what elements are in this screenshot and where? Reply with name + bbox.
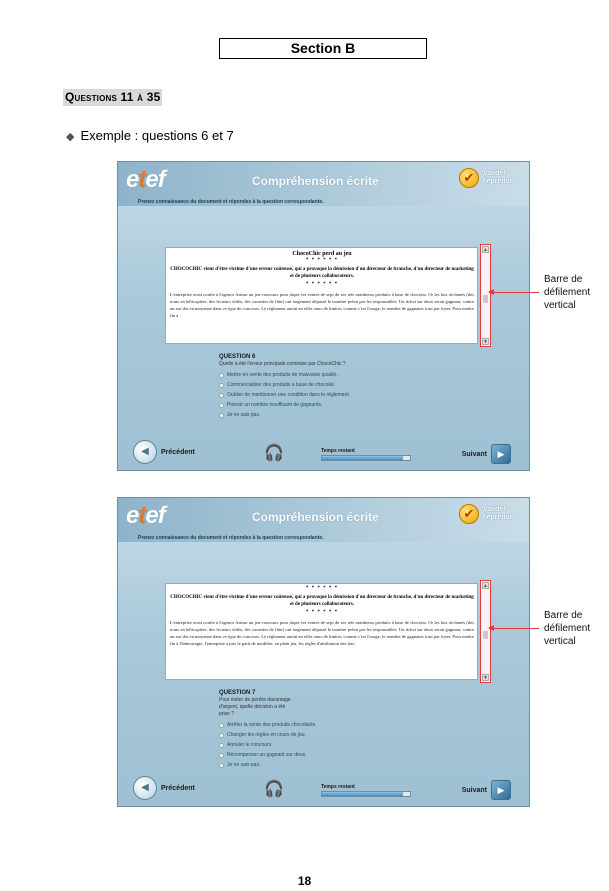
callout-arrow <box>489 292 539 293</box>
example-label: Exemple : questions 6 et 7 <box>80 128 234 143</box>
answer-option[interactable] <box>219 720 419 730</box>
next-label: Suivant <box>461 786 487 794</box>
scroll-down-icon[interactable]: ▼ <box>483 339 488 345</box>
answer-option[interactable] <box>219 750 419 760</box>
instruction-text: Prenez connaissance du document et répondez à la question correspondante. <box>138 535 324 541</box>
section-title: Section B <box>219 38 427 59</box>
answer-option[interactable] <box>219 740 419 750</box>
app-title: Compréhension écrite <box>252 510 379 524</box>
timer-label: Temps restant <box>321 448 355 454</box>
radio-icon[interactable] <box>219 373 224 378</box>
previous-button[interactable] <box>133 440 195 464</box>
next-arrow-icon: ▶ <box>491 444 511 464</box>
previous-label: Précédent <box>161 448 195 456</box>
document-panel <box>165 247 478 344</box>
time-remaining <box>321 784 411 797</box>
answer-option-label: Récompenser un gagnant sur deux. <box>227 752 307 758</box>
question-block <box>219 353 419 420</box>
radio-icon[interactable] <box>219 723 224 728</box>
document-lead: CHOCOCHIC vient d'être victime d'une erreur coûteuse, qui a provoqué la démission d'un directeur de branche, d'un directeur de marketing et de plusieurs collaborateurs. <box>170 267 474 279</box>
headset-icon: 🎧 <box>264 781 284 798</box>
answer-option-label: Oublier de mentionner une condition dans le règlement. <box>227 392 351 398</box>
example-line <box>66 127 234 146</box>
callout-label: Barre de défilement vertical <box>544 610 591 647</box>
instruction-text: Prenez connaissance du document et répondez à la question correspondante. <box>138 199 324 205</box>
stars-divider: * * * * * * <box>305 258 339 263</box>
diamond-bullet-icon: ◆ <box>66 131 75 143</box>
document-panel <box>165 583 478 680</box>
app-footer <box>118 430 529 470</box>
checkmark-icon: ✔ <box>459 168 479 188</box>
stars-divider: * * * * * * <box>305 282 339 287</box>
question-title: QUESTION 7 <box>219 690 256 696</box>
answer-option-label: Je ne sais pas. <box>227 762 261 768</box>
answer-options <box>219 370 419 420</box>
radio-icon[interactable] <box>219 743 224 748</box>
radio-icon[interactable] <box>219 733 224 738</box>
left-arrow-icon: ◀ <box>133 776 157 800</box>
timer-fill <box>322 792 403 796</box>
screenshot-question-6 <box>117 161 530 471</box>
previous-button[interactable] <box>133 776 195 800</box>
validate-label: Valider l'épreuve <box>483 506 514 521</box>
scroll-up-icon[interactable]: ▲ <box>483 583 488 589</box>
timer-fill <box>322 456 403 460</box>
scroll-down-icon[interactable]: ▼ <box>483 675 488 681</box>
timer-label: Temps restant <box>321 784 355 790</box>
page-number: 18 <box>297 874 312 888</box>
stars-divider: * * * * * * <box>305 586 339 591</box>
validate-exam-button[interactable] <box>459 504 519 524</box>
document-body: L'entreprise avait confié à l'agence Armor un jeu-concours pour doper les ventes de sept de ses très nombreux produits à base de chocolat. Or les lots réclamés (des tours en hélicoptère, des lecteurs vidéo, des cassettes de film) ont largement dépassé le nombre prévu par les responsables. Un ticket sur deux serait gagnant, contre un sur dix en moyenne dans ce type de concours. Le règlement aurait en effet omis de limiter, comme c'est l'usage, le nombre de gagnants à un par foyer. Pour mettre fin à l'hémorragie, l'entreprise a pris le parti de modifier, en plein jeu, les règles d'attribution des lots. <box>170 620 474 646</box>
questions-range-heading: Questions 11 à 35 <box>65 90 161 104</box>
screenshot-question-7 <box>117 497 530 807</box>
document-title: ChocoChic perd au jeu <box>292 251 352 257</box>
next-button[interactable] <box>462 780 511 800</box>
answer-option-label: Prévoir un nombre insuffisant de gagnants. <box>227 402 323 408</box>
app-footer <box>118 766 529 806</box>
next-label: Suivant <box>461 450 487 458</box>
headset-icon: 🎧 <box>264 445 284 462</box>
timer-bar <box>321 791 411 797</box>
scroll-thumb[interactable] <box>483 295 488 303</box>
answer-option-label: Mettre en vente des produits de mauvaise qualité. <box>227 372 338 378</box>
answer-option[interactable] <box>219 730 419 740</box>
question-text: Pour éviter de perdre davantage d'argent, quelle décision a été prise ? <box>219 697 291 717</box>
answer-option[interactable] <box>219 380 419 390</box>
callout-label: Barre de défilement vertical <box>544 274 591 311</box>
document-body: L'entreprise avait confié à l'agence Armor un jeu-concours pour doper les ventes de sept de ses très nombreux produits à base de chocolat. Or les lots réclamés (des tours en hélicoptère, des lecteurs vidéo, des cassettes de film) ont largement dépassé le nombre prévu par les responsables. Un ticket sur deux serait gagnant, contre un sur dix en moyenne dans ce type de concours. Le règlement aurait en effet omis de limiter, comme c'est l'usage, le nombre de gagnants à un par foyer. Pour mettre fin à <box>170 292 474 318</box>
next-button[interactable] <box>462 444 511 464</box>
checkmark-icon: ✔ <box>459 504 479 524</box>
time-remaining <box>321 448 411 461</box>
left-arrow-icon: ◀ <box>133 440 157 464</box>
radio-icon[interactable] <box>219 413 224 418</box>
answer-option-label: Arrêter la vente des produits chocolatés. <box>227 722 317 728</box>
validate-label: Valider l'épreuve <box>483 170 514 185</box>
answer-option[interactable] <box>219 410 419 420</box>
answer-option-label: Changer les règles en cours de jeu. <box>227 732 306 738</box>
stars-divider: * * * * * * <box>305 610 339 615</box>
question-title: QUESTION 6 <box>219 354 256 360</box>
timer-bar <box>321 455 411 461</box>
app-title: Compréhension écrite <box>252 174 379 188</box>
scroll-thumb[interactable] <box>483 631 488 639</box>
answer-option-label: Annuler le concours. <box>227 742 273 748</box>
radio-icon[interactable] <box>219 403 224 408</box>
radio-icon[interactable] <box>219 393 224 398</box>
answer-option[interactable] <box>219 370 419 380</box>
next-arrow-icon: ▶ <box>491 780 511 800</box>
validate-exam-button[interactable] <box>459 168 519 188</box>
etef-logo: etef <box>126 166 165 193</box>
scroll-up-icon[interactable]: ▲ <box>483 247 488 253</box>
callout-arrow <box>489 628 539 629</box>
radio-icon[interactable] <box>219 753 224 758</box>
answer-options <box>219 720 419 770</box>
etef-logo: etef <box>126 502 165 529</box>
radio-icon[interactable] <box>219 383 224 388</box>
question-block <box>219 689 419 770</box>
answer-option-label: Je ne sais pas. <box>227 412 261 418</box>
answer-option[interactable] <box>219 400 419 410</box>
previous-label: Précédent <box>161 784 195 792</box>
question-text: Quelle a été l'erreur principale commise par ChocoChic ? <box>219 361 346 367</box>
document-lead: CHOCOCHIC vient d'être victime d'une erreur coûteuse, qui a provoqué la démission d'un directeur de branche, d'un directeur de marketing et de plusieurs collaborateurs. <box>170 595 474 607</box>
vertical-scrollbar[interactable] <box>480 580 491 683</box>
answer-option-label: Commercialiser des produits à base de chocolat. <box>227 382 336 388</box>
vertical-scrollbar[interactable] <box>480 244 491 347</box>
answer-option[interactable] <box>219 390 419 400</box>
